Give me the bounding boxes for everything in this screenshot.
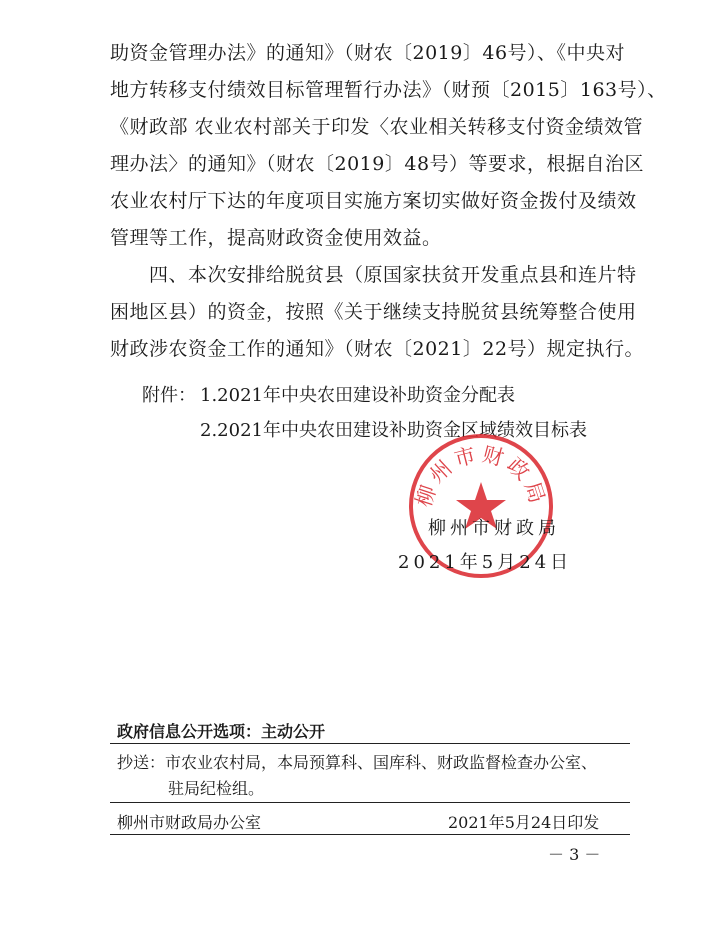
cc-line-1: 抄送：市农业农村局，本局预算科、国库科、财政监督检查办公室、 [117,753,598,772]
body-line-7: 四、本次安排给脱贫县（原国家扶贫开发重点县和连片特 [110,264,637,286]
attachment-label: 附件： [142,385,196,406]
footer-rule-middle [110,802,630,803]
footer-rule-top [110,743,630,744]
attachment-item-1: 1.2021年中央农田建设补助资金分配表 [200,385,515,406]
issue-date: 2021年5月24日印发 [448,813,600,832]
body-line-3: 《财政部 农业农村部关于印发〈农业相关转移支付资金绩效管 [110,116,644,138]
body-line-2: 地方转移支付绩效目标管理暂行办法》（财预〔2015〕163号）、 [110,79,667,101]
body-line-5: 农业农村厅下达的年度项目实施方案切实做好资金拨付及绩效 [110,190,637,212]
attachment-item-2: 2.2021年中央农田建设补助资金区域绩效目标表 [200,420,587,441]
signature-org: 柳州市财政局 [428,518,560,539]
disclosure-option: 政府信息公开选项：主动公开 [117,722,326,741]
svg-text:柳州市财政局: 柳州市财政局 [411,442,551,510]
body-line-8: 困地区县）的资金，按照《关于继续支持脱贫县统筹整合使用 [110,301,637,323]
body-line-1: 助资金管理办法》的通知》（财农〔2019〕46号）、《中央对 [110,42,626,64]
page-number: － 3 － [548,845,601,864]
body-line-4: 理办法〉的通知》（财农〔2019〕48号）等要求，根据自治区 [110,153,645,175]
footer-rule-bottom [110,834,630,835]
cc-line-2: 驻局纪检组。 [168,779,265,798]
body-line-9: 财政涉农资金工作的通知》（财农〔2021〕22号）规定执行。 [110,338,645,360]
signature-date: 2021年5月24日 [398,552,573,573]
body-line-6: 管理等工作，提高财政资金使用效益。 [110,227,442,249]
issuer-office: 柳州市财政局办公室 [117,813,262,832]
